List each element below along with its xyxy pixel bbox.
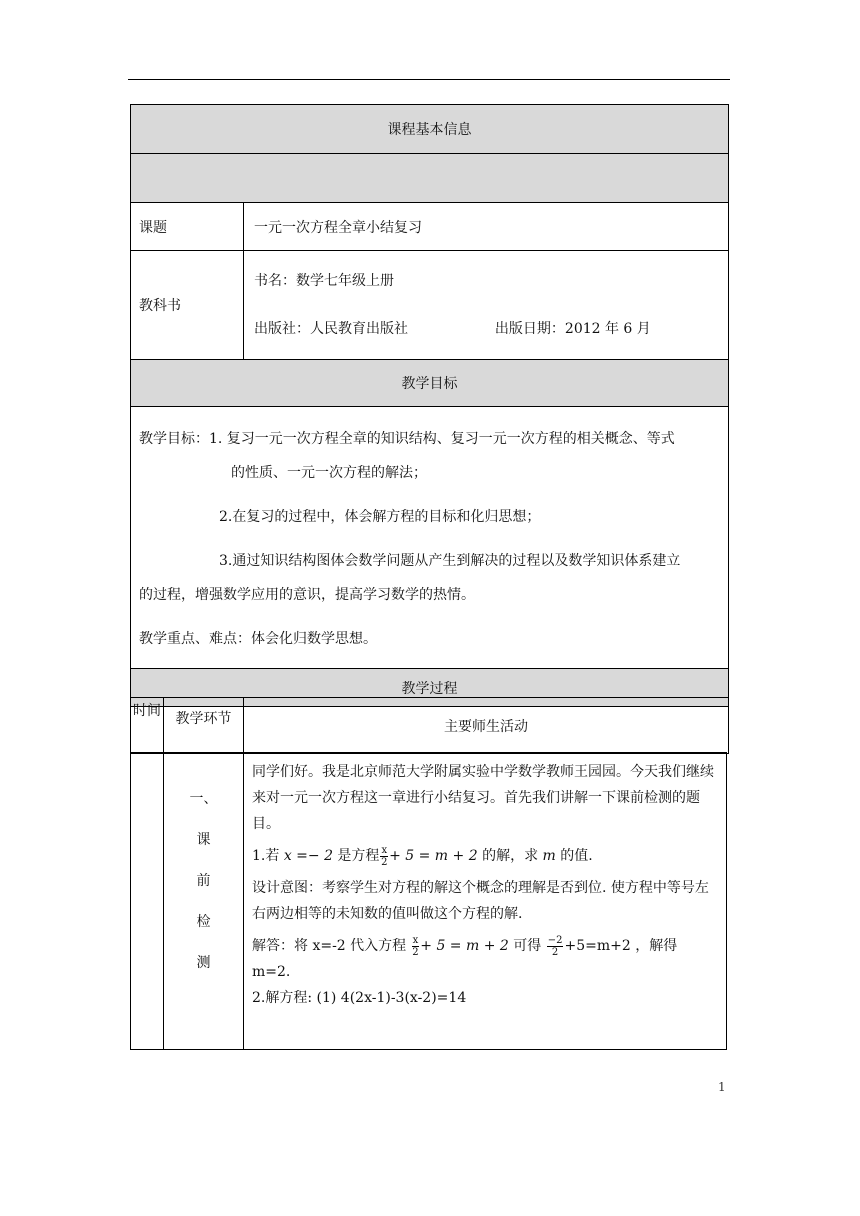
- objectives-content: [131, 407, 729, 669]
- answer-equation: + 5 = m + 2: [420, 938, 509, 954]
- process-heading: 教学过程: [131, 669, 729, 707]
- q1-equation: + 5 = m + 2: [389, 848, 478, 864]
- objectives-heading: 教学目标: [131, 360, 729, 407]
- objective-1: 教学目标：1. 复习一元一次方程全章的知识结构、复习一元一次方程的相关概念、等式: [139, 430, 675, 447]
- key-points: 教学重点、难点：体会化归数学思想。: [139, 630, 377, 647]
- blank-gray-row: [131, 154, 729, 203]
- page-number: 1: [718, 1080, 726, 1094]
- fraction-x-over-2: $\frac{x}{2}$: [412, 934, 419, 958]
- basic-info-heading: 课程基本信息: [131, 105, 729, 154]
- stage-char-1: 一、: [189, 791, 218, 807]
- topic-label: 课题: [131, 203, 244, 251]
- intro-text: 同学们好。我是北京师范大学附属实验中学数学教师王园园。今天我们继续来对一元一次方程这一章进行小结复习。首先我们讲解一下课前检测的题目。: [252, 764, 714, 832]
- design-intent: 设计意图：考察学生对方程的解这个概念的理解是否到位. 使方程中等号左右两边相等的未知数的值叫做这个方程的解.: [252, 880, 709, 922]
- activity-column-header: 主要师生活动: [244, 698, 729, 754]
- objective-1-cont: 的性质、一元一次方程的解法；: [231, 464, 427, 481]
- time-column-header: 时间: [131, 698, 164, 754]
- course-info-table: [130, 104, 729, 707]
- stage-char-5: 测: [196, 955, 211, 971]
- fraction-neg2-over-2: $\frac{-2}{2}$: [547, 934, 563, 958]
- objective-3-cont: 的过程，增强数学应用的意识，提高学习数学的热情。: [139, 586, 475, 603]
- stage-column-header: 教学环节: [164, 698, 244, 754]
- textbook-label: 教科书: [131, 251, 244, 360]
- stage-cell: [164, 753, 244, 1050]
- book-name: 书名：数学七年级上册: [254, 273, 394, 289]
- objective-3: 3.通过知识结构图体会数学问题从产生到解决的过程以及数学知识体系建立: [219, 552, 681, 569]
- objective-2: 2.在复习的过程中，体会解方程的目标和化归思想；: [219, 508, 541, 525]
- q1-condition: x =− 2: [283, 848, 333, 864]
- textbook-details: [244, 251, 729, 360]
- publication-date: 出版日期：2012 年 6 月: [494, 321, 651, 337]
- fraction-x-over-2: $\frac{x}{2}$: [381, 844, 388, 868]
- process-body-table: [130, 752, 727, 1050]
- question-2: 2.解方程: (1) 4(2x-1)-3(x-2)=14: [252, 990, 467, 1006]
- header-rule: [128, 79, 730, 80]
- publisher: 出版社：人民教育出版社: [254, 321, 408, 337]
- time-cell: [131, 753, 164, 1050]
- topic-value: 一元一次方程全章小结复习: [244, 203, 729, 251]
- publisher-row: [254, 305, 718, 353]
- answer-1: 解答：将 x=-2 代入方程 $\frac{x}{2}$ + 5 = m + 2 可得 $\frac{-2}{2}$ +5=m+2 ，解得 m=2.: [252, 934, 678, 980]
- stage-char-4: 检: [196, 914, 211, 930]
- activity-cell: [244, 753, 727, 1050]
- stage-char-2: 课: [196, 832, 211, 848]
- stage-char-3: 前: [196, 873, 211, 889]
- process-header-table: [130, 697, 729, 754]
- question-1: 1.若 x =− 2 是方程 $\frac{x}{2}$ + 5 = m + 2 的解，求 m 的值.: [252, 844, 593, 868]
